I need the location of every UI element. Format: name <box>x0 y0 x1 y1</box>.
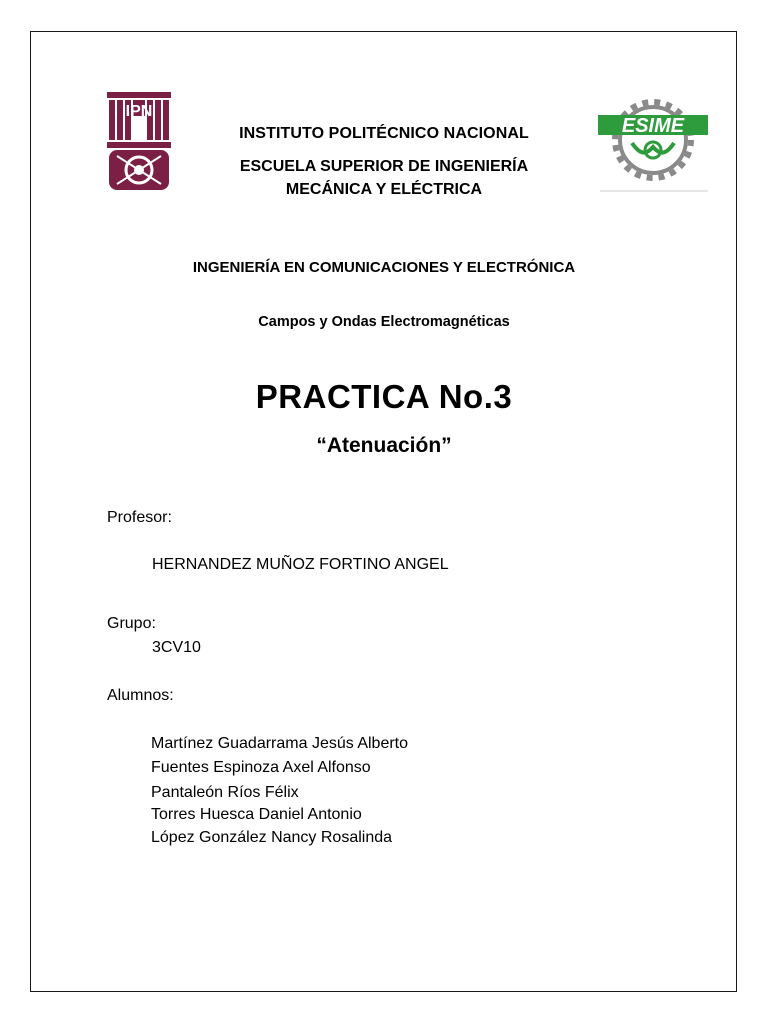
career-name: INGENIERÍA EN COMUNICACIONES Y ELECTRÓNICA <box>192 259 576 276</box>
course-name: Campos y Ondas Electromagnéticas <box>258 314 510 330</box>
student-name: Martínez Guadarrama Jesús Alberto <box>151 735 409 752</box>
student-name: Torres Huesca Daniel Antonio <box>151 806 362 823</box>
student-name: Fuentes Espinoza Axel Alfonso <box>151 759 371 776</box>
practice-title: PRACTICA No.3 <box>255 378 513 415</box>
school-name-line1: ESCUELA SUPERIOR DE INGENIERÍA <box>239 158 529 175</box>
svg-text:ESIME: ESIME <box>621 115 685 137</box>
students-label: Alumnos: <box>107 687 174 704</box>
student-name: Pantaleón Ríos Félix <box>151 784 299 801</box>
institution-name: INSTITUTO POLITÉCNICO NACIONAL <box>239 125 529 142</box>
group-value: 3CV10 <box>152 639 201 656</box>
svg-text:IPN: IPN <box>125 103 153 120</box>
practice-subtitle: “Atenuación” <box>316 434 452 457</box>
group-label: Grupo: <box>107 615 156 632</box>
professor-name: HERNANDEZ MUÑOZ FORTINO ANGEL <box>152 556 449 573</box>
professor-label: Profesor: <box>107 509 172 526</box>
student-name: López González Nancy Rosalinda <box>151 829 393 846</box>
school-name-line2: MECÁNICA Y ELÉCTRICA <box>285 181 483 198</box>
esime-logo <box>596 95 710 193</box>
